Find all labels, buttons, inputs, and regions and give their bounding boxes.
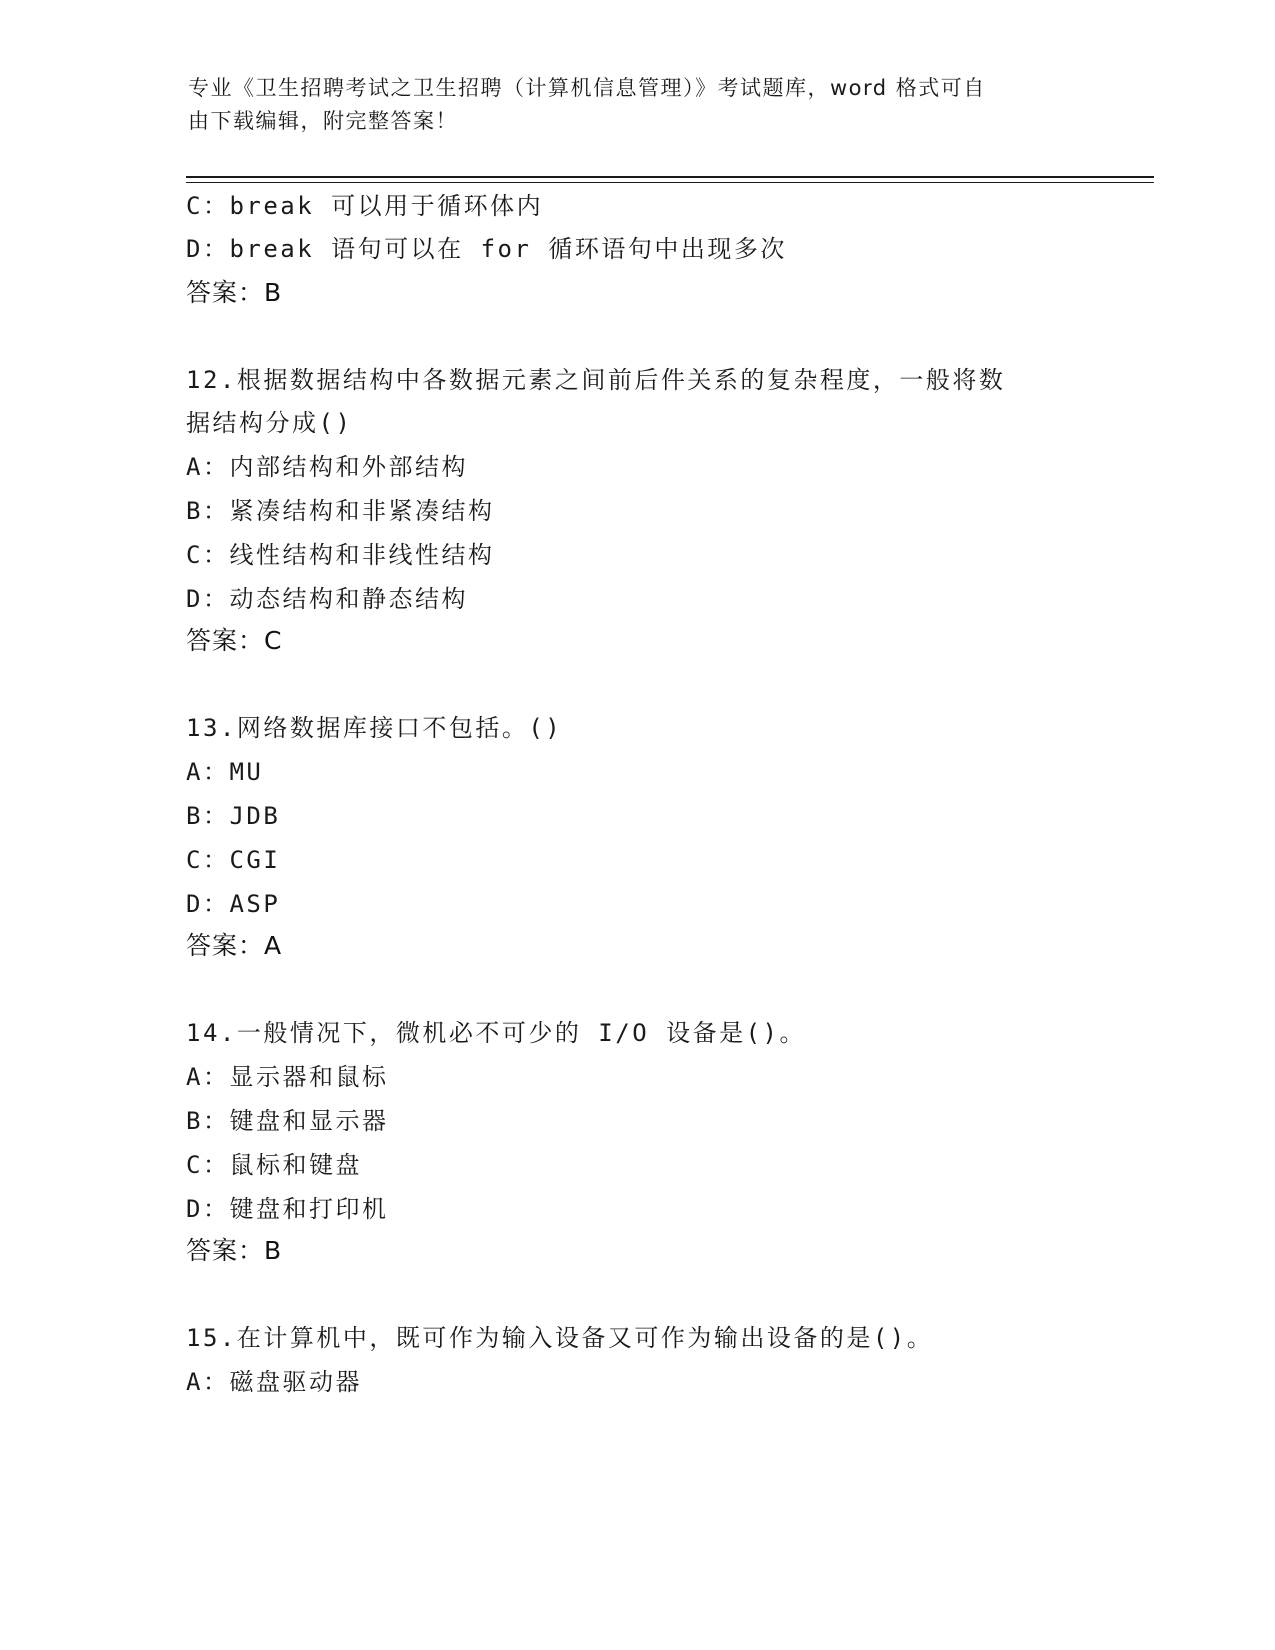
question-12-option-b: B：紧凑结构和非紧凑结构 [186,497,495,525]
option-d: D：break 语句可以在 for 循环语句中出现多次 [186,235,787,263]
question-14-option-d: D：键盘和打印机 [186,1195,389,1223]
question-14-answer: 答案：B [186,1236,283,1265]
question-12-option-a: A：内部结构和外部结构 [186,453,468,481]
question-14-stem: 14.一般情况下，微机必不可少的 I/O 设备是()。 [186,1019,806,1047]
question-15-option-a: A：磁盘驱动器 [186,1368,362,1396]
header-line-2: 由下载编辑，附完整答案！ [188,109,458,133]
question-12-answer: 答案：C [186,626,283,655]
question-13-option-d: D：ASP [186,890,281,918]
question-12-stem-line-2: 据结构分成() [186,409,353,437]
question-14-option-c: C：鼠标和键盘 [186,1151,362,1179]
question-13-option-c: C：CGI [186,846,281,874]
question-13-answer: 答案：A [186,931,283,960]
question-12-option-c: C：线性结构和非线性结构 [186,541,495,569]
header-line-1: 专业《卫生招聘考试之卫生招聘（计算机信息管理）》考试题库，word 格式可自 [188,76,986,100]
question-14-option-b: B：键盘和显示器 [186,1107,389,1135]
question-12-stem-line-1: 12.根据数据结构中各数据元素之间前后件关系的复杂程度，一般将数 [186,366,1006,394]
question-13-option-b: B：JDB [186,802,281,830]
question-13-option-a: A：MU [186,758,264,786]
question-12-option-d: D：动态结构和静态结构 [186,585,468,613]
option-c: C：break 可以用于循环体内 [186,192,544,220]
header-divider-thin [186,182,1154,183]
question-15-stem: 15.在计算机中，既可作为输入设备又可作为输出设备的是()。 [186,1324,934,1352]
document-header [188,72,1068,138]
answer-label: 答案：B [186,278,283,307]
header-divider-thick [186,176,1154,178]
question-14-option-a: A：显示器和鼠标 [186,1063,389,1091]
question-13-stem: 13.网络数据库接口不包括。() [186,714,563,742]
